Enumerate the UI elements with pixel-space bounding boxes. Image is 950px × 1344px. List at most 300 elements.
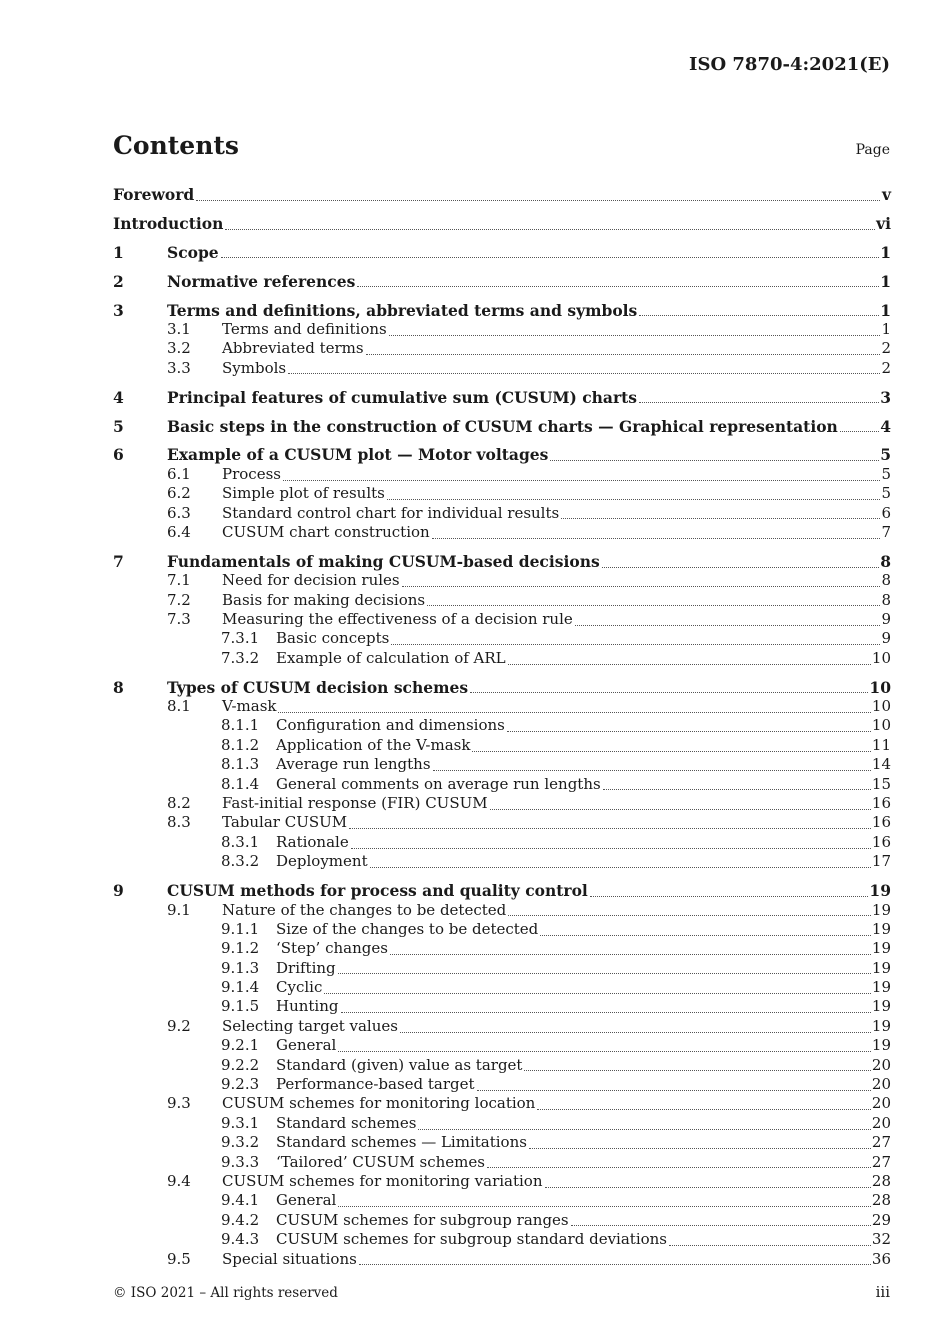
toc-entry[interactable]: [113, 272, 891, 291]
dot-leader: [840, 430, 879, 432]
toc-entry-page[interactable]: 4: [880, 416, 891, 436]
dot-leader: [349, 827, 871, 829]
dot-leader: [341, 1011, 871, 1013]
toc-entry-title[interactable]: Example of a CUSUM plot — Motor voltages: [167, 445, 549, 465]
toc-entry-title[interactable]: Terms and definitions: [222, 319, 387, 338]
toc-entry[interactable]: [113, 978, 891, 997]
toc-entry[interactable]: [113, 1153, 891, 1172]
toc-entry-line: [222, 504, 891, 523]
toc-entry-line: [276, 959, 891, 978]
toc-entry[interactable]: [113, 1056, 891, 1075]
dot-leader: [400, 1031, 871, 1033]
toc-entry-title[interactable]: Basis for making decisions: [222, 590, 426, 609]
toc-entry-number: 9.1.3: [221, 958, 260, 977]
toc-entry-page[interactable]: 17: [871, 852, 891, 871]
dot-leader: [390, 953, 871, 955]
dot-leader: [221, 256, 880, 258]
toc-entry-title[interactable]: Fast-initial response (FIR) CUSUM: [222, 794, 488, 813]
toc-entry-line: [222, 901, 891, 920]
toc-entry-page[interactable]: 16: [871, 832, 891, 851]
toc-entry-page[interactable]: 9: [881, 629, 891, 648]
toc-entry-title[interactable]: Selecting target values: [222, 1016, 398, 1035]
toc-entry[interactable]: [113, 649, 891, 668]
dot-leader: [524, 1069, 870, 1071]
toc-entry[interactable]: [113, 920, 891, 939]
toc-entry-page[interactable]: 1: [880, 300, 891, 320]
toc-entry-title[interactable]: CUSUM schemes for monitoring variation: [222, 1171, 543, 1190]
toc-entry-number: 6.1: [167, 464, 191, 483]
toc-entry[interactable]: [113, 388, 891, 407]
toc-entry-page[interactable]: 8: [881, 571, 891, 590]
toc-entry-line: [167, 445, 891, 464]
toc-entry-number: 8.1.2: [221, 735, 260, 754]
toc-entry-line: [276, 755, 891, 774]
toc-entry-page[interactable]: 36: [871, 1249, 891, 1268]
toc-entry-page[interactable]: 11: [871, 735, 891, 754]
toc-entry-line: [276, 939, 891, 958]
toc-entry-number: 9.5: [167, 1249, 191, 1268]
toc-entry-title[interactable]: Measuring the effectiveness of a decision rule: [222, 610, 573, 629]
toc-entry-title[interactable]: Nature of the changes to be detected: [222, 900, 507, 919]
toc-entry-title[interactable]: Standard control chart for individual results: [222, 503, 560, 522]
toc-entry[interactable]: [113, 359, 891, 378]
toc-entry-page[interactable]: 1: [881, 319, 891, 338]
dot-leader: [545, 1186, 871, 1188]
toc-entry-page[interactable]: 19: [871, 978, 891, 997]
dot-leader: [590, 895, 869, 897]
toc-entry-title[interactable]: General comments on average run lengths: [276, 774, 601, 793]
toc-entry-title[interactable]: Simple plot of results: [222, 484, 385, 503]
toc-entry-line: [167, 678, 891, 697]
toc-entry[interactable]: [113, 716, 891, 735]
toc-entry-page[interactable]: 9: [881, 610, 891, 629]
toc-entry-title[interactable]: Basic steps in the construction of CUSUM charts — Graphical representation: [167, 416, 838, 436]
toc-entry-title[interactable]: Tabular CUSUM: [222, 813, 348, 832]
dot-leader: [359, 1263, 871, 1265]
toc-entry[interactable]: [113, 610, 891, 629]
toc-entry-title[interactable]: Size of the changes to be detected: [276, 919, 539, 938]
toc-entry-page[interactable]: 5: [880, 445, 891, 465]
toc-entry-number: 8.1.3: [221, 755, 260, 774]
dot-leader: [324, 992, 871, 994]
toc-entry-number: 7.3: [167, 610, 191, 629]
toc-entry-line: [113, 185, 891, 204]
toc-entry-title[interactable]: Process: [222, 464, 281, 483]
dot-leader: [225, 228, 875, 230]
toc-entry-page[interactable]: 14: [871, 755, 891, 774]
toc-entry-page[interactable]: 16: [871, 794, 891, 813]
toc-entry[interactable]: [113, 997, 891, 1016]
toc-entry-number: 9.4.2: [221, 1210, 260, 1229]
toc-entry[interactable]: [113, 1172, 891, 1191]
toc-entry-title[interactable]: Types of CUSUM decision schemes: [167, 677, 469, 697]
dot-leader: [427, 604, 880, 606]
dot-leader: [561, 517, 880, 519]
dot-leader: [602, 566, 879, 568]
toc-entry-line: [222, 697, 891, 716]
toc-entry-page[interactable]: 10: [869, 677, 891, 697]
toc-entry[interactable]: [113, 465, 891, 484]
toc-entry-line: [222, 359, 891, 378]
toc-entry-number: 9.1.4: [221, 978, 260, 997]
toc-entry-page[interactable]: 19: [871, 939, 891, 958]
toc-entry-page[interactable]: 20: [871, 1113, 891, 1132]
toc-entry-page[interactable]: 3: [880, 387, 891, 407]
toc-entry-page[interactable]: 10: [871, 697, 891, 716]
toc-entry-number: 5: [113, 416, 124, 436]
toc-entry-title[interactable]: Example of calculation of ARL: [276, 648, 506, 667]
toc-entry-number: 9.2: [167, 1016, 191, 1035]
toc-entry[interactable]: [113, 959, 891, 978]
toc-entry-page[interactable]: 6: [881, 503, 891, 522]
dot-leader: [387, 498, 880, 500]
toc-entry-title[interactable]: Abbreviated terms: [222, 339, 364, 358]
toc-entry-line: [167, 243, 891, 262]
dot-leader: [550, 459, 879, 461]
dot-leader: [357, 285, 879, 287]
toc-entry-number: 6.4: [167, 522, 191, 541]
toc-entry-title[interactable]: Normative references: [167, 271, 356, 291]
toc-entry-line: [222, 320, 891, 339]
dot-leader: [418, 1128, 870, 1130]
toc-entry-page[interactable]: 5: [881, 484, 891, 503]
toc-entry-number: 7.3.1: [221, 629, 260, 648]
toc-entry[interactable]: [113, 1191, 891, 1210]
toc-entry-line: [167, 881, 891, 900]
toc-entry-line: [276, 1114, 891, 1133]
toc-entry-title[interactable]: Special situations: [222, 1249, 357, 1268]
table-of-contents: [113, 185, 891, 1269]
toc-entry-line: [276, 1056, 891, 1075]
toc-entry-title[interactable]: CUSUM methods for process and quality control: [167, 881, 588, 901]
toc-entry-title[interactable]: Hunting: [276, 997, 339, 1016]
dot-leader: [540, 934, 871, 936]
toc-entry-title[interactable]: Principal features of cumulative sum (CUSUM) charts: [167, 387, 638, 407]
toc-entry-line: [276, 649, 891, 668]
toc-entry-page[interactable]: 20: [871, 1075, 891, 1094]
toc-entry-line: [276, 978, 891, 997]
toc-entry-number: 7: [113, 551, 124, 571]
toc-entry-number: 9.3.1: [221, 1113, 260, 1132]
toc-entry-title[interactable]: Drifting: [276, 958, 336, 977]
toc-entry[interactable]: [113, 1114, 891, 1133]
toc-entry-page[interactable]: 8: [881, 590, 891, 609]
toc-entry[interactable]: [113, 243, 891, 262]
toc-entry-line: [222, 571, 891, 590]
dot-leader: [472, 750, 870, 752]
toc-entry-page[interactable]: 2: [881, 358, 891, 377]
toc-entry-title[interactable]: ‘Step’ changes: [276, 939, 388, 958]
toc-entry-page[interactable]: v: [881, 185, 891, 204]
dot-leader: [490, 808, 871, 810]
dot-leader: [508, 663, 871, 665]
toc-entry-line: [222, 794, 891, 813]
toc-entry-number: 9.3: [167, 1094, 191, 1113]
toc-entry[interactable]: [113, 939, 891, 958]
toc-entry-number: 3.2: [167, 339, 191, 358]
toc-entry-title[interactable]: Standard schemes — Limitations: [276, 1133, 527, 1152]
toc-entry-page[interactable]: 28: [871, 1191, 891, 1210]
toc-entry-number: 8.3: [167, 813, 191, 832]
toc-entry-page[interactable]: 19: [871, 919, 891, 938]
toc-entry-number: 9.1.2: [221, 939, 260, 958]
toc-entry-number: 6.3: [167, 503, 191, 522]
toc-entry-title[interactable]: Symbols: [222, 358, 287, 377]
toc-entry-title[interactable]: Introduction: [113, 213, 224, 233]
toc-entry-number: 7.3.2: [221, 648, 260, 667]
toc-entry-line: [222, 484, 891, 503]
toc-entry-line: [276, 736, 891, 755]
footer-copyright: © ISO 2021 – All rights reserved: [113, 1285, 338, 1301]
toc-entry-line: [167, 417, 891, 436]
toc-entry-line: [222, 813, 891, 832]
toc-entry-line: [167, 388, 891, 407]
toc-entry-page[interactable]: 8: [880, 551, 891, 571]
toc-entry-number: 9.3.3: [221, 1152, 260, 1171]
dot-leader: [338, 972, 871, 974]
toc-entry-page[interactable]: 10: [871, 716, 891, 735]
toc-entry-title[interactable]: Application of the V-mask: [276, 735, 471, 754]
toc-entry-page[interactable]: 2: [881, 339, 891, 358]
toc-entry-page[interactable]: 19: [871, 1036, 891, 1055]
toc-entry-title[interactable]: Need for decision rules: [222, 571, 400, 590]
toc-entry-line: [222, 523, 891, 542]
toc-entry-title[interactable]: Fundamentals of making CUSUM-based decisions: [167, 551, 600, 571]
dot-leader: [370, 866, 871, 868]
toc-entry-line: [276, 1191, 891, 1210]
toc-entry-page[interactable]: 19: [871, 900, 891, 919]
toc-entry[interactable]: [113, 214, 891, 233]
toc-entry[interactable]: [113, 571, 891, 590]
toc-entry[interactable]: [113, 697, 891, 716]
toc-entry-title[interactable]: V-mask: [222, 697, 277, 716]
toc-entry-title[interactable]: Performance-based target: [276, 1075, 475, 1094]
dot-leader: [432, 537, 880, 539]
toc-entry-line: [222, 465, 891, 484]
dot-leader: [603, 788, 871, 790]
toc-entry[interactable]: [113, 185, 891, 204]
toc-entry-line: [222, 1094, 891, 1113]
dot-leader: [537, 1108, 871, 1110]
toc-entry-line: [113, 214, 891, 233]
toc-entry-line: [276, 775, 891, 794]
toc-entry-number: 9.1.5: [221, 997, 260, 1016]
toc-entry[interactable]: [113, 445, 891, 464]
toc-entry-page[interactable]: 19: [871, 958, 891, 977]
toc-entry-number: 8.1: [167, 697, 191, 716]
toc-entry-title[interactable]: ‘Tailored’ CUSUM schemes: [276, 1152, 485, 1171]
toc-entry-line: [222, 1017, 891, 1036]
toc-entry-page[interactable]: 1: [880, 271, 891, 291]
toc-entry-line: [276, 716, 891, 735]
toc-entry-line: [276, 920, 891, 939]
toc-entry-page[interactable]: 29: [871, 1210, 891, 1229]
dot-leader: [639, 401, 879, 403]
toc-entry-line: [276, 852, 891, 871]
toc-entry-title[interactable]: Terms and definitions, abbreviated terms and symbols: [167, 300, 638, 320]
toc-entry-number: 4: [113, 387, 124, 407]
toc-entry-line: [167, 301, 891, 320]
toc-entry-line: [276, 1211, 891, 1230]
toc-entry-number: 9.4.3: [221, 1230, 260, 1249]
page-column-label: Page: [855, 142, 890, 158]
toc-entry[interactable]: [113, 852, 891, 871]
toc-entry-title[interactable]: Average run lengths: [276, 755, 431, 774]
toc-entry-number: 8.3.2: [221, 852, 260, 871]
dot-leader: [402, 585, 880, 587]
dot-leader: [529, 1147, 871, 1149]
toc-entry-page[interactable]: 15: [871, 774, 891, 793]
toc-entry[interactable]: [113, 1133, 891, 1152]
toc-entry-page[interactable]: 19: [871, 1016, 891, 1035]
dot-leader: [639, 314, 879, 316]
toc-entry-page[interactable]: 28: [871, 1171, 891, 1190]
toc-entry[interactable]: [113, 1094, 891, 1113]
dot-leader: [508, 914, 871, 916]
toc-entry-line: [222, 1250, 891, 1269]
toc-entry[interactable]: [113, 1075, 891, 1094]
toc-entry-line: [276, 1036, 891, 1055]
dot-leader: [669, 1244, 871, 1246]
toc-entry-line: [276, 1133, 891, 1152]
toc-entry[interactable]: [113, 755, 891, 774]
toc-entry-number: 3.3: [167, 358, 191, 377]
toc-entry-title[interactable]: General: [276, 1191, 337, 1210]
dot-leader: [391, 643, 880, 645]
toc-entry-number: 7.2: [167, 590, 191, 609]
toc-entry[interactable]: [113, 736, 891, 755]
toc-entry-line: [167, 552, 891, 571]
toc-entry[interactable]: [113, 678, 891, 697]
toc-entry[interactable]: [113, 901, 891, 920]
toc-entry[interactable]: [113, 1036, 891, 1055]
toc-entry-line: [276, 1153, 891, 1172]
page-title: Contents: [113, 131, 240, 160]
toc-entry[interactable]: [113, 775, 891, 794]
toc-entry[interactable]: [113, 813, 891, 832]
toc-entry-title[interactable]: CUSUM schemes for monitoring location: [222, 1094, 536, 1113]
toc-entry-page[interactable]: vi: [876, 213, 891, 233]
dot-leader: [571, 1224, 871, 1226]
toc-entry-title[interactable]: General: [276, 1036, 337, 1055]
toc-entry[interactable]: [113, 833, 891, 852]
toc-entry-number: 6: [113, 445, 124, 465]
toc-entry-title[interactable]: Standard schemes: [276, 1113, 417, 1132]
dot-leader: [487, 1166, 871, 1168]
dot-leader: [351, 847, 871, 849]
toc-entry-line: [276, 833, 891, 852]
dot-leader: [477, 1089, 871, 1091]
toc-entry-number: 9.2.3: [221, 1075, 260, 1094]
toc-entry-number: 8.1.1: [221, 716, 260, 735]
document-reference: ISO 7870-4:2021(E): [689, 54, 890, 75]
toc-entry[interactable]: [113, 591, 891, 610]
toc-entry-number: 9.3.2: [221, 1133, 260, 1152]
toc-entry[interactable]: [113, 320, 891, 339]
dot-leader: [433, 769, 871, 771]
toc-entry[interactable]: [113, 417, 891, 436]
toc-entry-page[interactable]: 20: [871, 1055, 891, 1074]
toc-entry-title[interactable]: Scope: [167, 242, 219, 262]
dot-leader: [288, 372, 880, 374]
dot-leader: [507, 730, 871, 732]
toc-entry-number: 2: [113, 271, 124, 291]
dot-leader: [338, 1050, 871, 1052]
toc-entry-page[interactable]: 32: [871, 1230, 891, 1249]
toc-entry[interactable]: [113, 504, 891, 523]
toc-entry-number: 3: [113, 300, 124, 320]
toc-entry-line: [276, 629, 891, 648]
toc-entry-page[interactable]: 7: [881, 522, 891, 541]
dot-leader: [338, 1205, 871, 1207]
toc-entry-line: [276, 1075, 891, 1094]
toc-entry[interactable]: [113, 484, 891, 503]
toc-entry-page[interactable]: 27: [871, 1152, 891, 1171]
toc-entry-number: 6.2: [167, 484, 191, 503]
toc-entry-page[interactable]: 5: [881, 464, 891, 483]
toc-entry-line: [222, 591, 891, 610]
toc-entry-page[interactable]: 10: [871, 648, 891, 667]
toc-entry-page[interactable]: 19: [871, 997, 891, 1016]
toc-entry-title[interactable]: CUSUM schemes for subgroup ranges: [276, 1210, 569, 1229]
toc-entry-title[interactable]: CUSUM chart construction: [222, 522, 430, 541]
toc-entry-page[interactable]: 1: [880, 242, 891, 262]
toc-entry[interactable]: [113, 1017, 891, 1036]
toc-entry[interactable]: [113, 301, 891, 320]
toc-entry-page[interactable]: 27: [871, 1133, 891, 1152]
toc-entry[interactable]: [113, 794, 891, 813]
toc-entry-page[interactable]: 16: [871, 813, 891, 832]
toc-entry-title[interactable]: Cyclic: [276, 978, 323, 997]
toc-entry-page[interactable]: 20: [871, 1094, 891, 1113]
toc-entry-line: [276, 997, 891, 1016]
toc-entry-title[interactable]: Deployment: [276, 852, 368, 871]
toc-entry[interactable]: [113, 1230, 891, 1249]
toc-entry-number: 1: [113, 242, 124, 262]
toc-entry-page[interactable]: 19: [869, 881, 891, 901]
toc-entry-title[interactable]: Configuration and dimensions: [276, 716, 505, 735]
toc-entry-line: [276, 1230, 891, 1249]
toc-entry-number: 9.2.2: [221, 1055, 260, 1074]
toc-entry-title[interactable]: CUSUM schemes for subgroup standard deviations: [276, 1230, 668, 1249]
toc-entry-title[interactable]: Foreword: [113, 185, 195, 204]
dot-leader: [575, 624, 880, 626]
toc-entry-title[interactable]: Rationale: [276, 832, 349, 851]
toc-entry[interactable]: [113, 881, 891, 900]
dot-leader: [196, 199, 880, 201]
dot-leader: [366, 353, 880, 355]
toc-entry-number: 8.1.4: [221, 774, 260, 793]
toc-entry-number: 8.2: [167, 794, 191, 813]
toc-entry[interactable]: [113, 339, 891, 358]
toc-entry-number: 9.4.1: [221, 1191, 260, 1210]
toc-entry[interactable]: [113, 523, 891, 542]
toc-entry-number: 9: [113, 881, 124, 901]
toc-entry-number: 9.1.1: [221, 919, 260, 938]
toc-entry[interactable]: [113, 552, 891, 571]
toc-entry[interactable]: [113, 1250, 891, 1269]
toc-entry[interactable]: [113, 1211, 891, 1230]
toc-entry-title[interactable]: Standard (given) value as target: [276, 1055, 523, 1074]
toc-entry-number: 9.2.1: [221, 1036, 260, 1055]
toc-entry-number: 3.1: [167, 319, 191, 338]
toc-entry-number: 7.1: [167, 571, 191, 590]
toc-entry-number: 9.4: [167, 1171, 191, 1190]
toc-entry-title[interactable]: Basic concepts: [276, 629, 390, 648]
toc-entry-number: 8: [113, 677, 124, 697]
toc-entry[interactable]: [113, 629, 891, 648]
toc-entry-line: [222, 339, 891, 358]
